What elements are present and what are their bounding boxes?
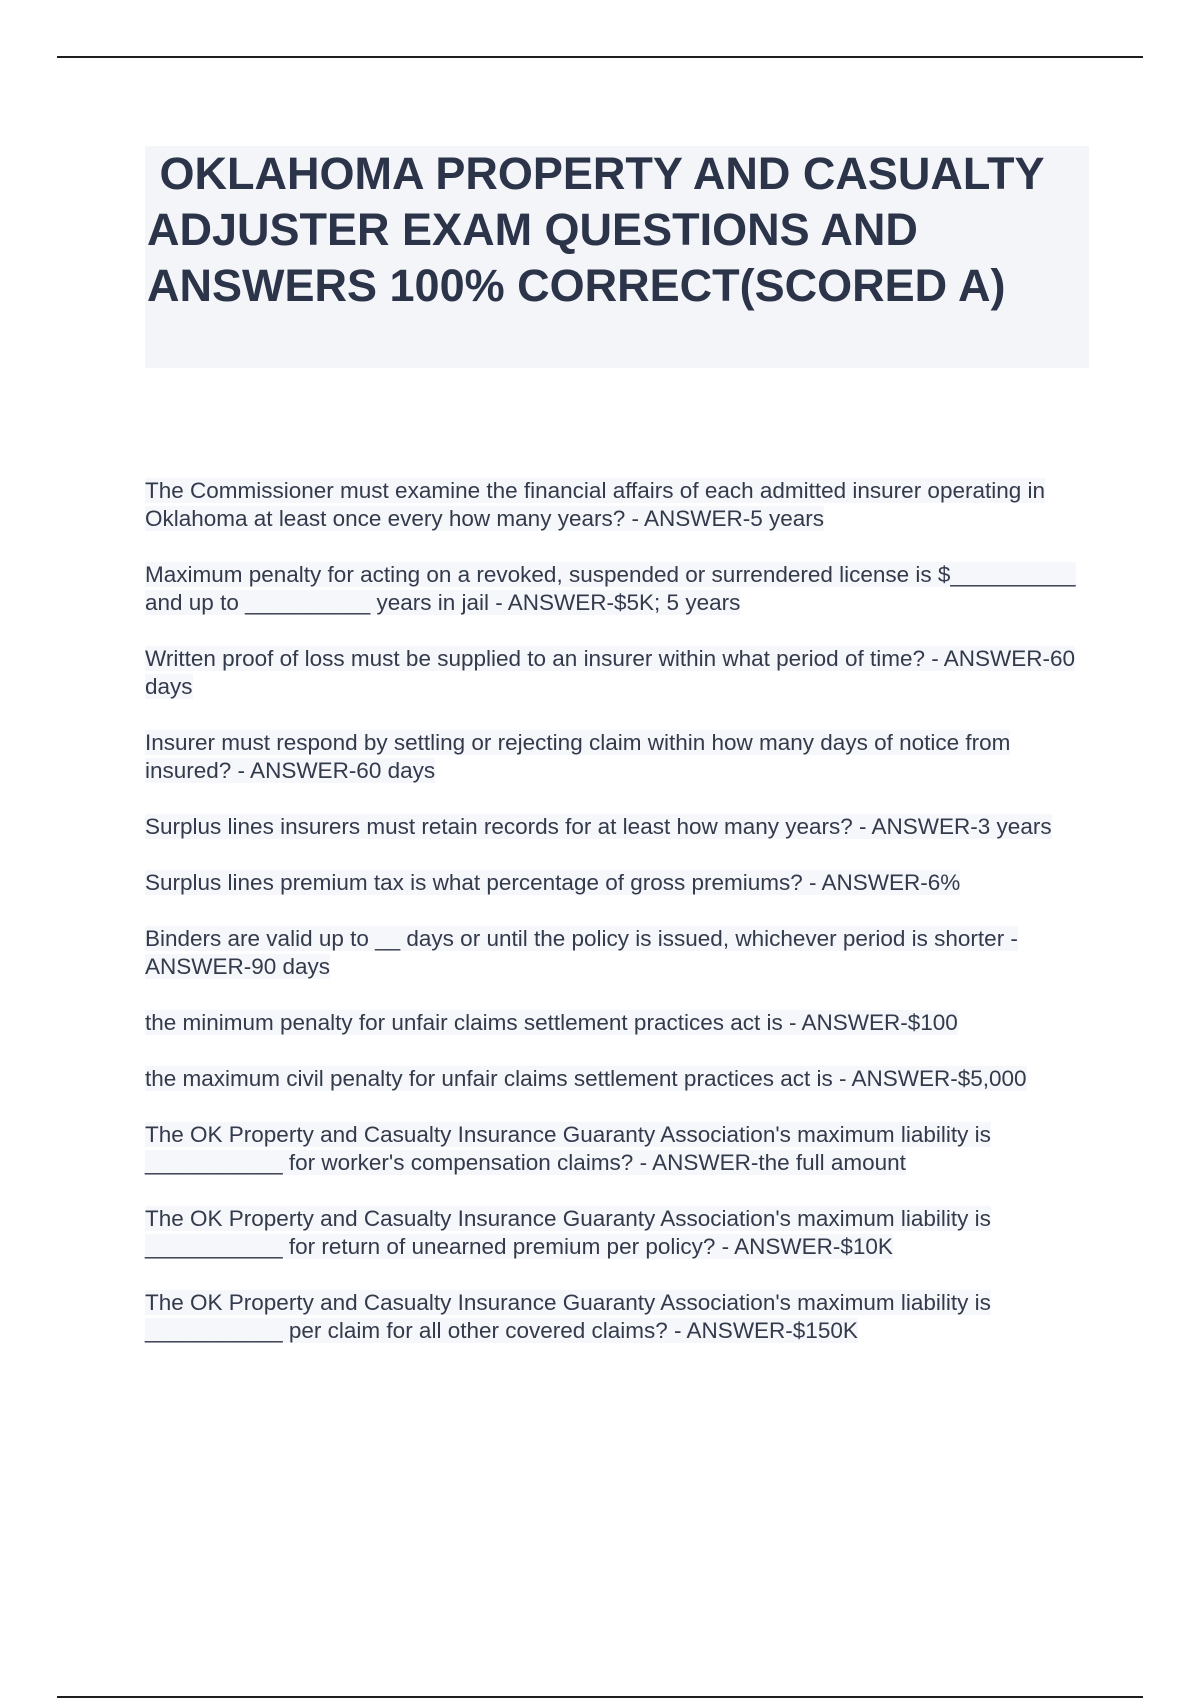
qa-text: the minimum penalty for unfair claims settlement practices act is - ANSWER-$100 [145, 1010, 958, 1035]
page-title: OKLAHOMA PROPERTY AND CASUALTY ADJUSTER EXAM QUESTIONS AND ANSWERS 100% CORRECT(SCORED A) [147, 148, 1055, 311]
qa-list [145, 477, 1095, 1373]
qa-text: Maximum penalty for acting on a revoked, suspended or surrendered license is $__________ and up to __________ years in jail - ANSWER-$5K; 5 years [145, 562, 1076, 615]
qa-text: The OK Property and Casualty Insurance Guaranty Association's maximum liability is ___________ for worker's compensation claims? - ANSWER-the full amount [145, 1122, 991, 1175]
qa-item [145, 477, 1095, 533]
qa-item [145, 1289, 1095, 1345]
qa-item [145, 1121, 1095, 1177]
qa-item [145, 1205, 1095, 1261]
qa-item [145, 869, 1095, 897]
qa-item [145, 729, 1095, 785]
qa-item [145, 813, 1095, 841]
qa-text: Surplus lines insurers must retain records for at least how many years? - ANSWER-3 years [145, 814, 1052, 839]
qa-item [145, 1009, 1095, 1037]
qa-item [145, 561, 1095, 617]
qa-item [145, 925, 1095, 981]
qa-text: Binders are valid up to __ days or until the policy is issued, whichever period is shorter - ANSWER-90 days [145, 926, 1018, 979]
qa-text: Insurer must respond by settling or rejecting claim within how many days of notice from insured? - ANSWER-60 days [145, 730, 1011, 783]
top-divider [57, 56, 1143, 58]
bottom-divider [57, 1696, 1143, 1698]
qa-text: The OK Property and Casualty Insurance Guaranty Association's maximum liability is ___________ per claim for all other covered claims? - ANSWER-$150K [145, 1290, 991, 1343]
qa-item [145, 1065, 1095, 1093]
title-block [145, 146, 1089, 368]
qa-text: The Commissioner must examine the financial affairs of each admitted insurer operating in Oklahoma at least once every how many years? - ANSWER-5 years [145, 478, 1046, 531]
qa-text: Written proof of loss must be supplied to an insurer within what period of time? - ANSWER-60 days [145, 646, 1076, 699]
qa-text: the maximum civil penalty for unfair claims settlement practices act is - ANSWER-$5,000 [145, 1066, 1027, 1091]
qa-text: The OK Property and Casualty Insurance Guaranty Association's maximum liability is ___________ for return of unearned premium per policy? - ANSWER-$10K [145, 1206, 991, 1259]
qa-text: Surplus lines premium tax is what percentage of gross premiums? - ANSWER-6% [145, 870, 961, 895]
qa-item [145, 645, 1095, 701]
